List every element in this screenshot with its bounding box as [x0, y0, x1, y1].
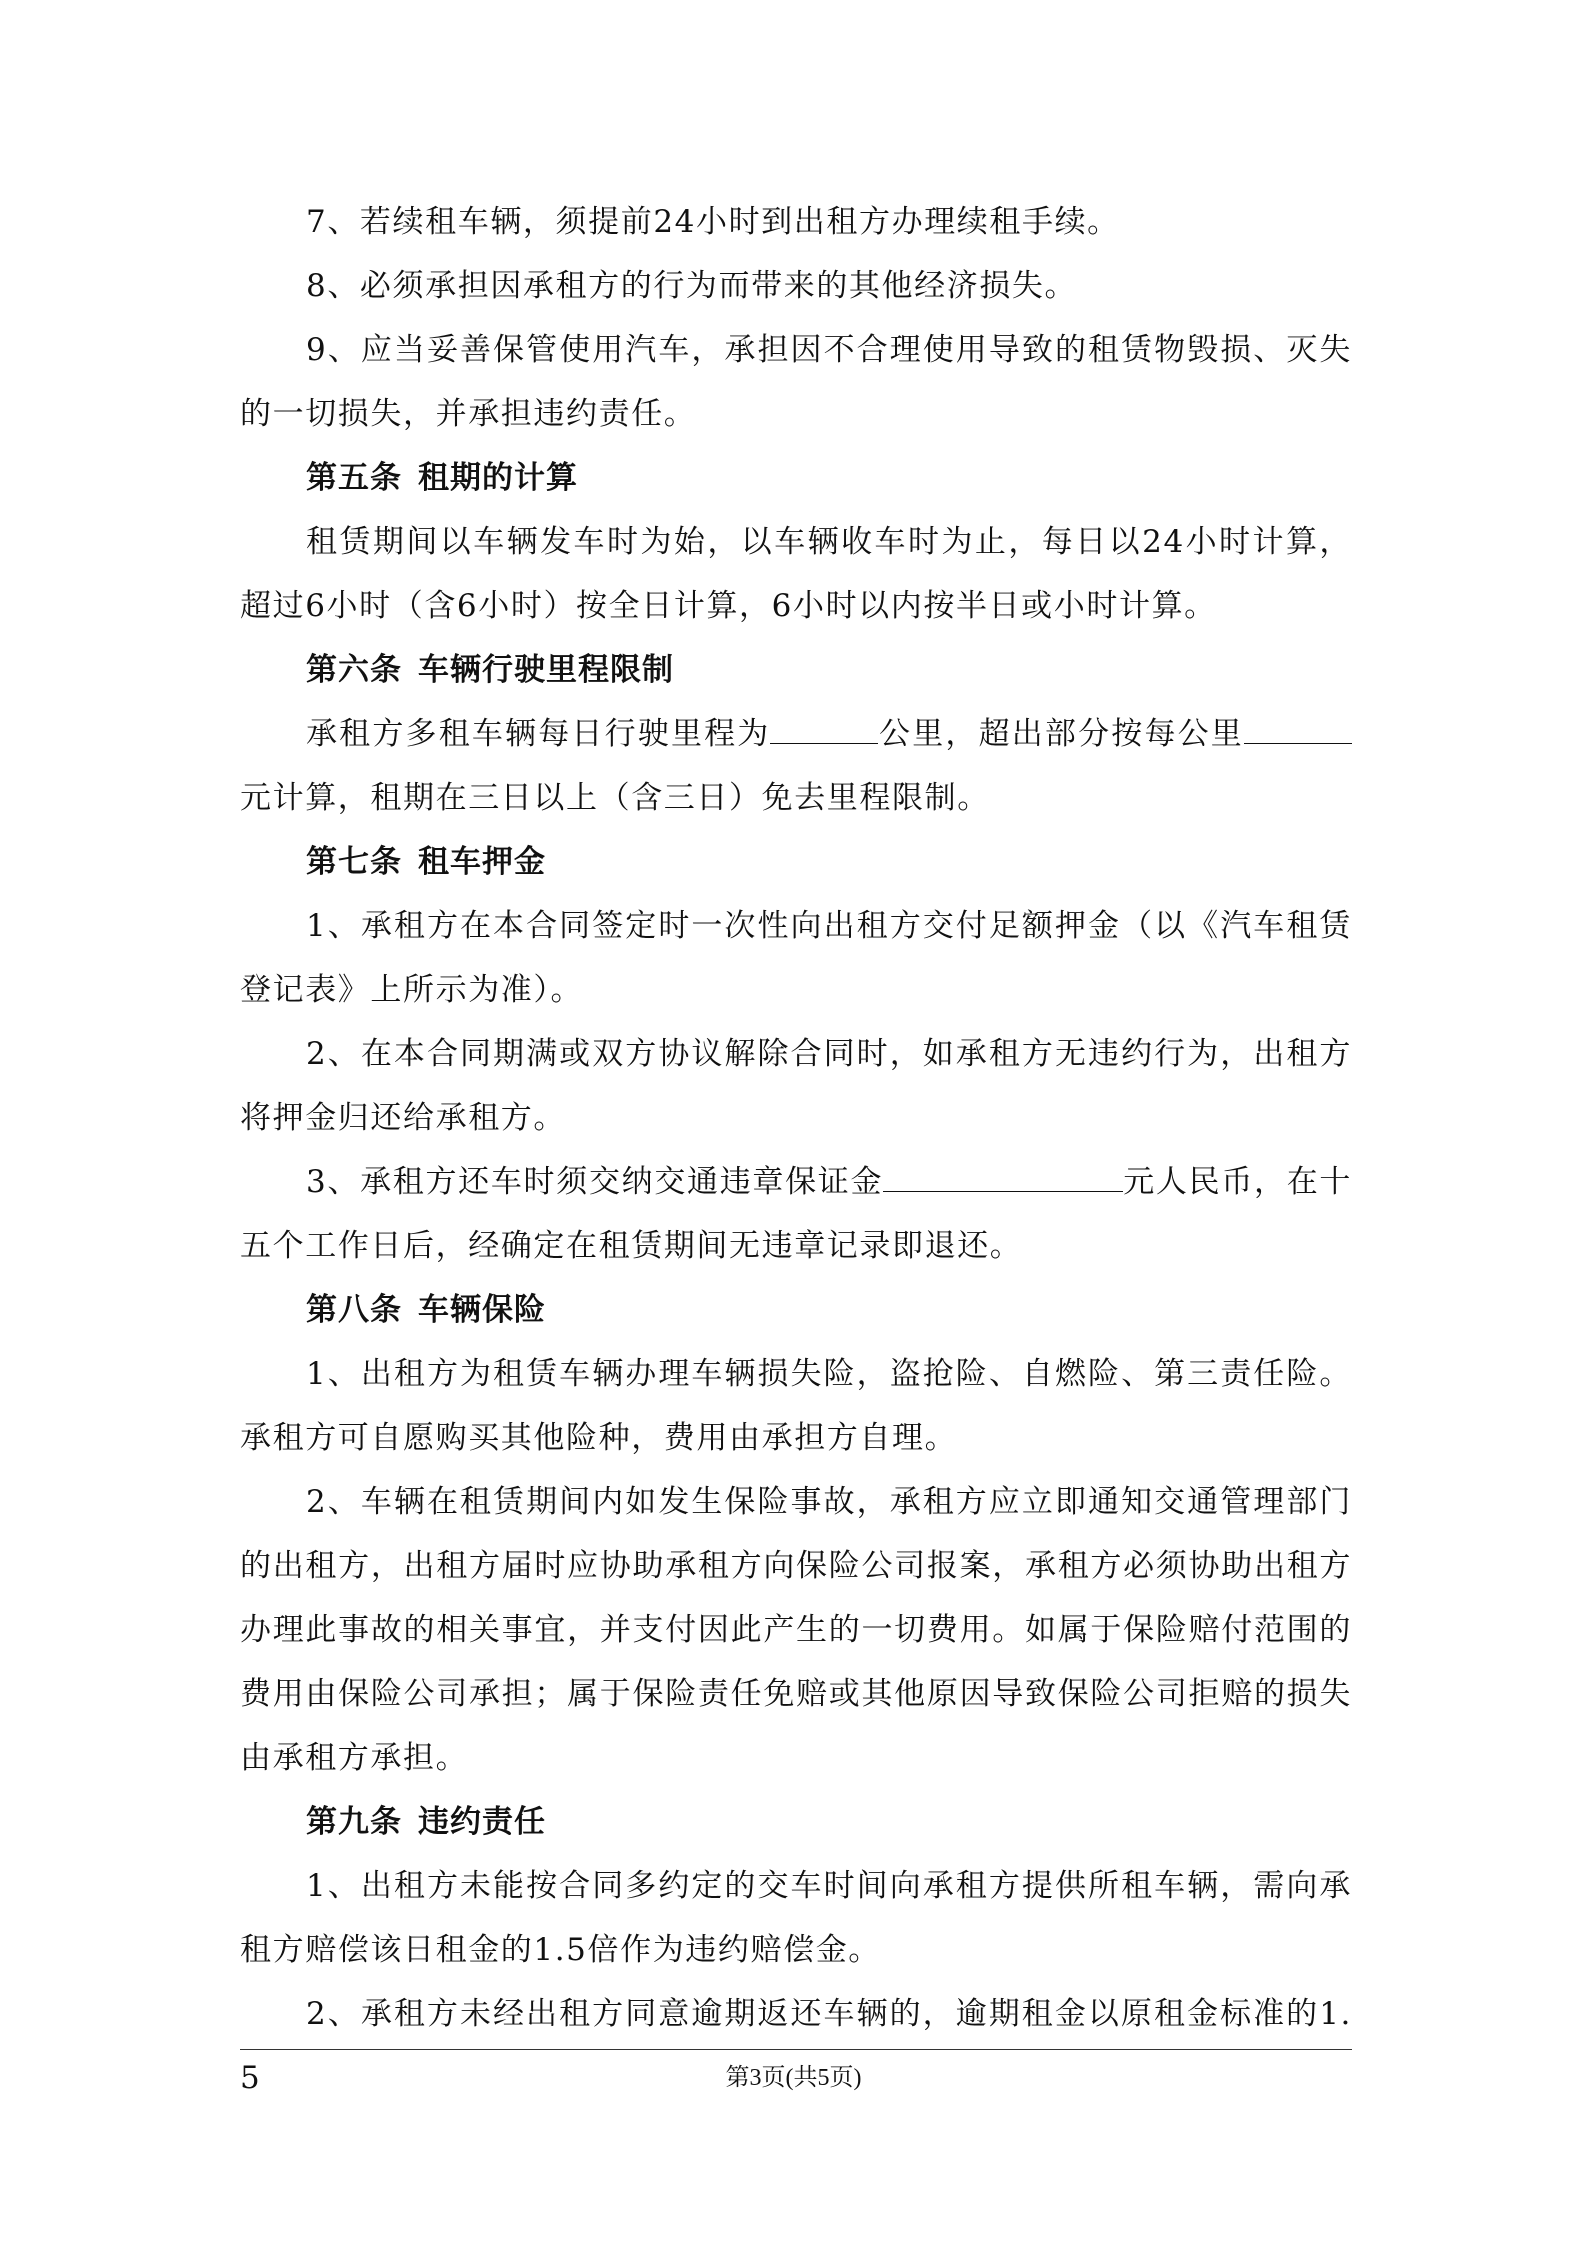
mileage-limit-blank[interactable]: [770, 713, 878, 744]
article-6-number: 第六条: [306, 652, 402, 688]
article-7-clause-1: 1、承租方在本合同签定时一次性向出租方交付足额押金（以《汽车租赁登记表》上所示为准）。: [240, 908, 1352, 1008]
article-8-title: 车辆保险: [418, 1292, 546, 1328]
article-7-title: 租车押金: [418, 844, 546, 880]
article-6-text-c: 元计算，租期在三日以上（含三日）免去里程限制。: [240, 780, 990, 816]
article-8-number: 第八条: [306, 1292, 402, 1328]
article-7-heading: [240, 830, 1352, 894]
article-7-clause-3: [240, 1150, 1352, 1278]
article-6-heading: [240, 638, 1352, 702]
article-6-body: [240, 702, 1352, 830]
article-8-clause-1: 1、出租方为租赁车辆办理车辆损失险，盗抢险、自燃险、第三责任险。承租方可自愿购买其他险种，费用由承担方自理。: [240, 1356, 1352, 1456]
article-5-title: 租期的计算: [418, 460, 578, 496]
article-8-clause-2: 2、车辆在租赁期间内如发生保险事故，承租方应立即通知交通管理部门的出租方，出租方届时应协助承租方向保险公司报案，承租方必须协助出租方办理此事故的相关事宜，并支付因此产生的一切费用。如属于保险赔付范围的费用由保险公司承担；属于保险责任免赔或其他原因导致保险公司拒赔的损失由承租方承担。: [240, 1484, 1352, 1776]
article-5-number: 第五条: [306, 460, 402, 496]
article-9-clause-1: 1、出租方未能按合同多约定的交车时间向承租方提供所租车辆，需向承租方赔偿该日租金的1.5倍作为违约赔偿金。: [240, 1868, 1352, 1968]
deposit-amount-blank[interactable]: [883, 1161, 1123, 1192]
article-6-title: 车辆行驶里程限制: [418, 652, 674, 688]
article-9-number: 第九条: [306, 1804, 402, 1840]
article-5-heading: [240, 446, 1352, 510]
article-7-clause-2: 2、在本合同期满或双方协议解除合同时，如承租方无违约行为，出租方将押金归还给承租方。: [240, 1036, 1352, 1136]
document-body: [240, 190, 1352, 2110]
article-5-body: 租赁期间以车辆发车时为始，以车辆收车时为止，每日以24小时计算，超过6小时（含6小时）按全日计算，6小时以内按半日或小时计算。: [240, 524, 1352, 624]
article-9-title: 违约责任: [418, 1804, 546, 1840]
article-9-heading: [240, 1790, 1352, 1854]
per-km-fee-blank[interactable]: [1244, 713, 1352, 744]
article-7-clause-3-text-a: 3、承租方还车时须交纳交通违章保证金: [306, 1164, 884, 1200]
article-6-text-a: 承租方多租车辆每日行驶里程为: [306, 716, 771, 752]
clause-9: 9、应当妥善保管使用汽车，承担因不合理使用导致的租赁物毁损、灭失的一切损失，并承担违约责任。: [240, 332, 1352, 432]
page-number: 第3页(共5页): [725, 2065, 862, 2091]
article-9-clause-2: 2、承租方未经出租方同意逾期返还车辆的，逾期租金以原租金标准的1.5: [240, 1996, 1352, 2096]
article-7-clause-3-text-b: 元人民币，在十五个工作日后，经确定在租赁期间无违章记录即退还。: [240, 1164, 1352, 1264]
article-7-number: 第七条: [306, 844, 402, 880]
clause-7: 7、若续租车辆，须提前24小时到出租方办理续租手续。: [306, 204, 1120, 240]
footer-divider: [240, 2049, 1352, 2050]
article-8-heading: [240, 1278, 1352, 1342]
clause-8: 8、必须承担因承租方的行为而带来的其他经济损失。: [306, 268, 1078, 304]
article-6-text-b: 公里，超出部分按每公里: [878, 716, 1244, 752]
